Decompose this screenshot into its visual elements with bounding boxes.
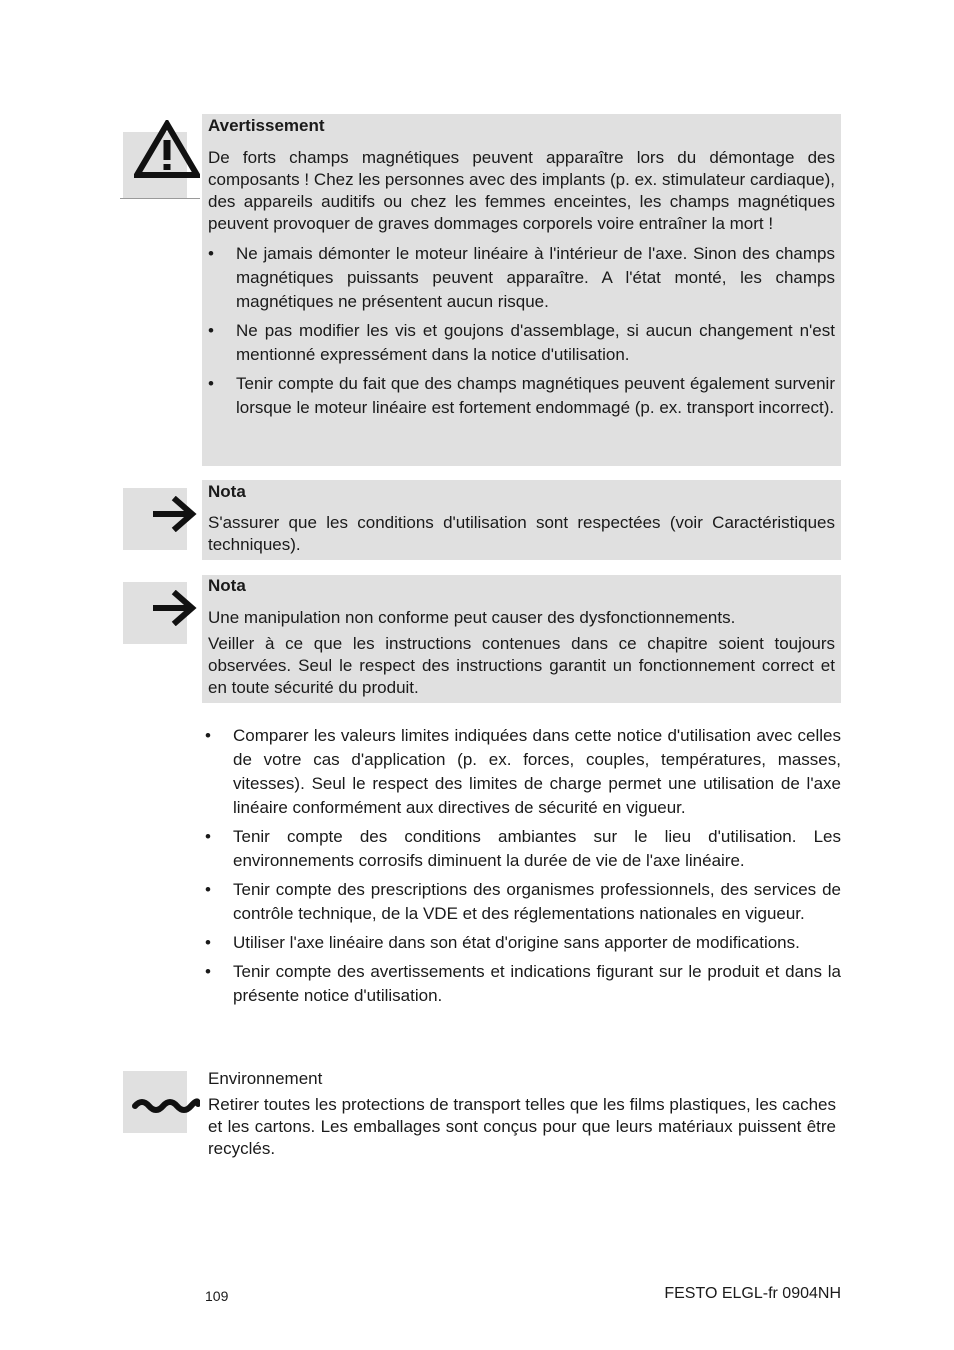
arrow-right-icon bbox=[152, 496, 198, 532]
list-item: • Ne jamais démonter le moteur linéaire à l'intérieur de l'axe. Sinon des champs magnétiques puissants peuvent apparaître. A l'état monté, les champs magnétiques ne présentent aucun risque. bbox=[208, 244, 835, 311]
warning-bullet-list bbox=[208, 242, 835, 420]
main-bullet-list bbox=[205, 724, 841, 1008]
note2-title: Nota bbox=[208, 576, 246, 595]
list-item: • Comparer les valeurs limites indiquées dans cette notice d'utilisation avec celles de votre cas d'application (p. ex. forces, couples, températures, masses, vitesses). Seul le respect des limites de charge permet une utilisation de l'axe linéaire conformément aux directives de sécurité en vigueur. bbox=[205, 726, 841, 817]
environment-section bbox=[208, 1068, 836, 1160]
warning-title: Avertissement bbox=[208, 116, 325, 135]
wave-icon bbox=[132, 1096, 200, 1116]
list-item: • Ne pas modifier les vis et goujons d'assemblage, si aucun changement n'est mentionné expressément dans la notice d'utilisation. bbox=[208, 321, 835, 364]
note1-title: Nota bbox=[208, 482, 246, 501]
warning-symbol-underline bbox=[120, 198, 200, 199]
note2-panel bbox=[202, 575, 841, 703]
arrow-right-icon bbox=[152, 590, 198, 626]
note2-paragraph-2: Veiller à ce que les instructions contenues dans ce chapitre soient toujours observées. Seul le respect des instructions garantit un fonctionnement correct et en toute sécurité du produit. bbox=[208, 634, 835, 697]
page-number: 109 bbox=[205, 1288, 229, 1304]
list-item: • Tenir compte des conditions ambiantes sur le lieu d'utilisation. Les environnements corrosifs diminuent la durée de vie de l'axe linéaire. bbox=[205, 827, 841, 870]
list-item: • Utiliser l'axe linéaire dans son état d'origine sans apporter de modifications. bbox=[205, 933, 800, 952]
list-item: • Tenir compte des avertissements et indications figurant sur le produit et dans la présente notice d'utilisation. bbox=[205, 962, 841, 1005]
note1-panel bbox=[202, 480, 841, 560]
environment-title: Environnement bbox=[208, 1069, 323, 1088]
warning-triangle-icon bbox=[134, 120, 200, 178]
list-item: • Tenir compte des prescriptions des organismes professionnels, des services de contrôle technique, de la VDE et des réglementations nationales en vigueur. bbox=[205, 880, 841, 923]
warning-panel bbox=[202, 114, 841, 466]
note2-paragraph-1: Une manipulation non conforme peut causer des dysfonctionnements. bbox=[208, 608, 736, 627]
list-item: • Tenir compte du fait que des champs magnétiques peuvent également survenir lorsque le moteur linéaire est fortement endommagé (p. ex. transport incorrect). bbox=[208, 374, 835, 417]
document-reference: FESTO ELGL-fr 0904NH bbox=[664, 1285, 841, 1302]
environment-paragraph: Retirer toutes les protections de transport telles que les films plastiques, les caches et les cartons. Les emballages sont conçus pour que leurs matériaux puissent être recyclés. bbox=[208, 1095, 836, 1158]
note1-paragraph: S'assurer que les conditions d'utilisation sont respectées (voir Caractéristiques techniques). bbox=[208, 513, 835, 554]
warning-paragraph: De forts champs magnétiques peuvent apparaître lors du démontage des composants ! Chez les personnes avec des implants (p. ex. stimulateur cardiaque), des appareils auditifs ou chez les femmes enceintes, les champs magnétiques peuvent provoquer de graves dommages corporels voire entraîner la mort ! bbox=[208, 148, 835, 233]
